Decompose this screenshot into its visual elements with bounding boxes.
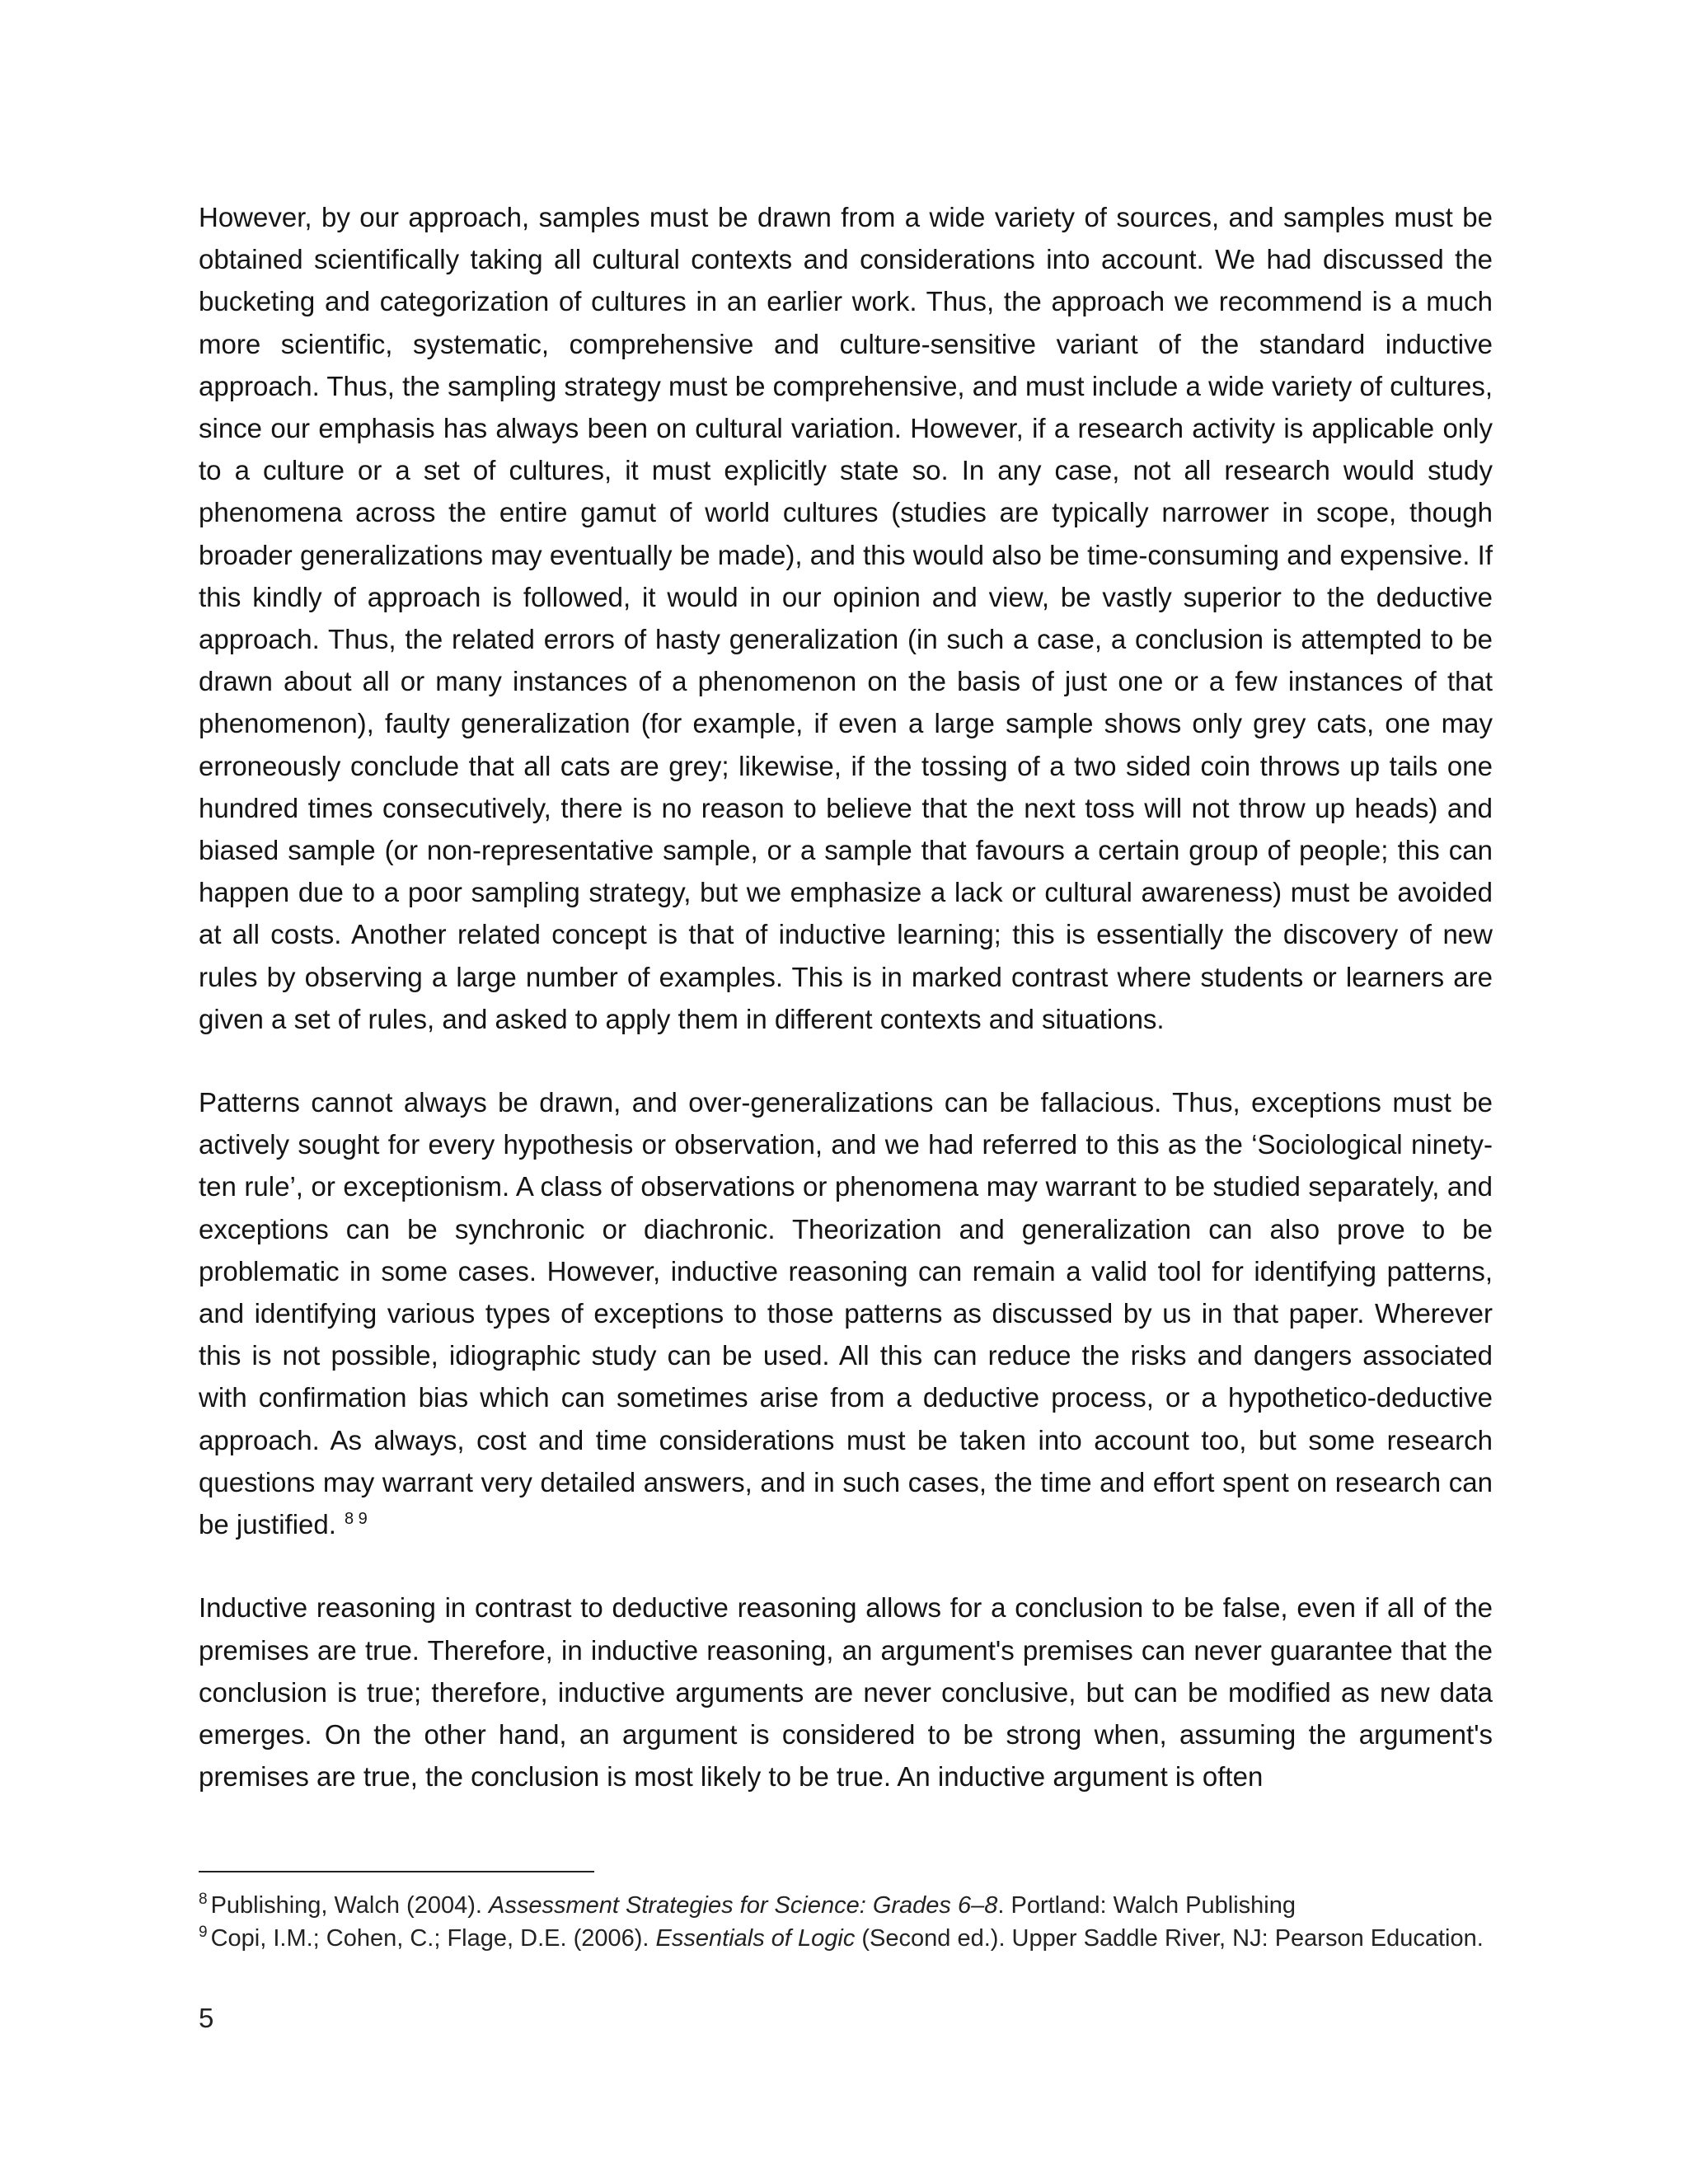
page-number: 5 <box>199 2003 214 2033</box>
footnote-text: Publishing, Walch (2004). <box>210 1892 490 1919</box>
body-text <box>199 196 1493 1797</box>
footnote-title: Assessment Strategies for Science: Grades 6–8 <box>489 1892 998 1919</box>
footnote-title: Essentials of Logic <box>655 1925 856 1952</box>
footnote-8 <box>199 1889 1493 1922</box>
paragraph-3 <box>199 1586 1493 1797</box>
footnote-reference[interactable]: 8 9 <box>344 1510 368 1529</box>
paragraph-1 <box>199 196 1493 1040</box>
footnotes <box>199 1889 1493 1955</box>
paragraph-2-text: Patterns cannot always be drawn, and over-generalizations can be fallacious. Thus, exceptions must be actively sought for every hypothesis or observation, and we had referred to this as the ‘Sociological ninety-ten rule’, or exceptionism. A class of observations or phenomena may warrant to be studied separately, and exceptions can be synchronic or diachronic. Theorization and generalization can also prove to be problematic in some cases. However, inductive reasoning can remain a valid tool for identifying patterns, and identifying various types of exceptions to those patterns as discussed by us in that paper. Wherever this is not possible, idiographic study can be used. All this can reduce the risks and dangers associated with confirmation bias which can sometimes arise from a deductive process, or a hypothetico-deductive approach. As always, cost and time considerations must be taken into account too, but some research questions may warrant very detailed answers, and in such cases, the time and effort spent on research can be justified. <box>199 1087 1493 1540</box>
paragraph-2 <box>199 1081 1493 1545</box>
footnote-text: . Portland: Walch Publishing <box>997 1892 1296 1919</box>
footnote-number: 8 <box>199 1891 208 1909</box>
paragraph-1-text: However, by our approach, samples must be drawn from a wide variety of sources, and samples must be obtained scientifically taking all cultural contexts and considerations into account. We had discussed the bucketing and categorization of cultures in an earlier work. Thus, the approach we recommend is a much more scientific, systematic, comprehensive and culture-sensitive variant of the standard inductive approach. Thus, the sampling strategy must be comprehensive, and must include a wide variety of cultures, since our emphasis has always been on cultural variation. However, if a research activity is applicable only to a culture or a set of cultures, it must explicitly state so. In any case, not all research would study phenomena across the entire gamut of world cultures (studies are typically narrower in scope, though broader generalizations may eventually be made), and this would also be time-consuming and expensive. If this kindly of approach is followed, it would in our opinion and view, be vastly superior to the deductive approach. Thus, the related errors of hasty generalization (in such a case, a conclusion is attempted to be drawn about all or many instances of a phenomenon on the basis of just one or a few instances of that phenomenon), faulty generalization (for example, if even a large sample shows only grey cats, one may erroneously conclude that all cats are grey; likewise, if the tossing of a two sided coin throws up tails one hundred times consecutively, there is no reason to believe that the next toss will not throw up heads) and biased sample (or non-representative sample, or a sample that favours a certain group of people; this can happen due to a poor sampling strategy, but we emphasize a lack or cultural awareness) must be avoided at all costs. Another related concept is that of inductive learning; this is essentially the discovery of new rules by observing a large number of examples. This is in marked contrast where students or learners are given a set of rules, and asked to apply them in different contexts and situations. <box>199 202 1493 1034</box>
footnote-9 <box>199 1922 1493 1955</box>
paragraph-3-text: Inductive reasoning in contrast to deductive reasoning allows for a conclusion to be false, even if all of the premises are true. Therefore, in inductive reasoning, an argument's premises can never guarantee that the conclusion is true; therefore, inductive arguments are never conclusive, but can be modified as new data emerges. On the other hand, an argument is considered to be strong when, assuming the argument's premises are true, the conclusion is most likely to be true. An inductive argument is often <box>199 1592 1493 1793</box>
footnote-separator <box>199 1871 594 1872</box>
footnote-text: Copi, I.M.; Cohen, C.; Flage, D.E. (2006). <box>210 1925 656 1952</box>
footnote-number: 9 <box>199 1924 208 1942</box>
footnote-text: (Second ed.). Upper Saddle River, NJ: Pearson Education. <box>855 1925 1484 1952</box>
